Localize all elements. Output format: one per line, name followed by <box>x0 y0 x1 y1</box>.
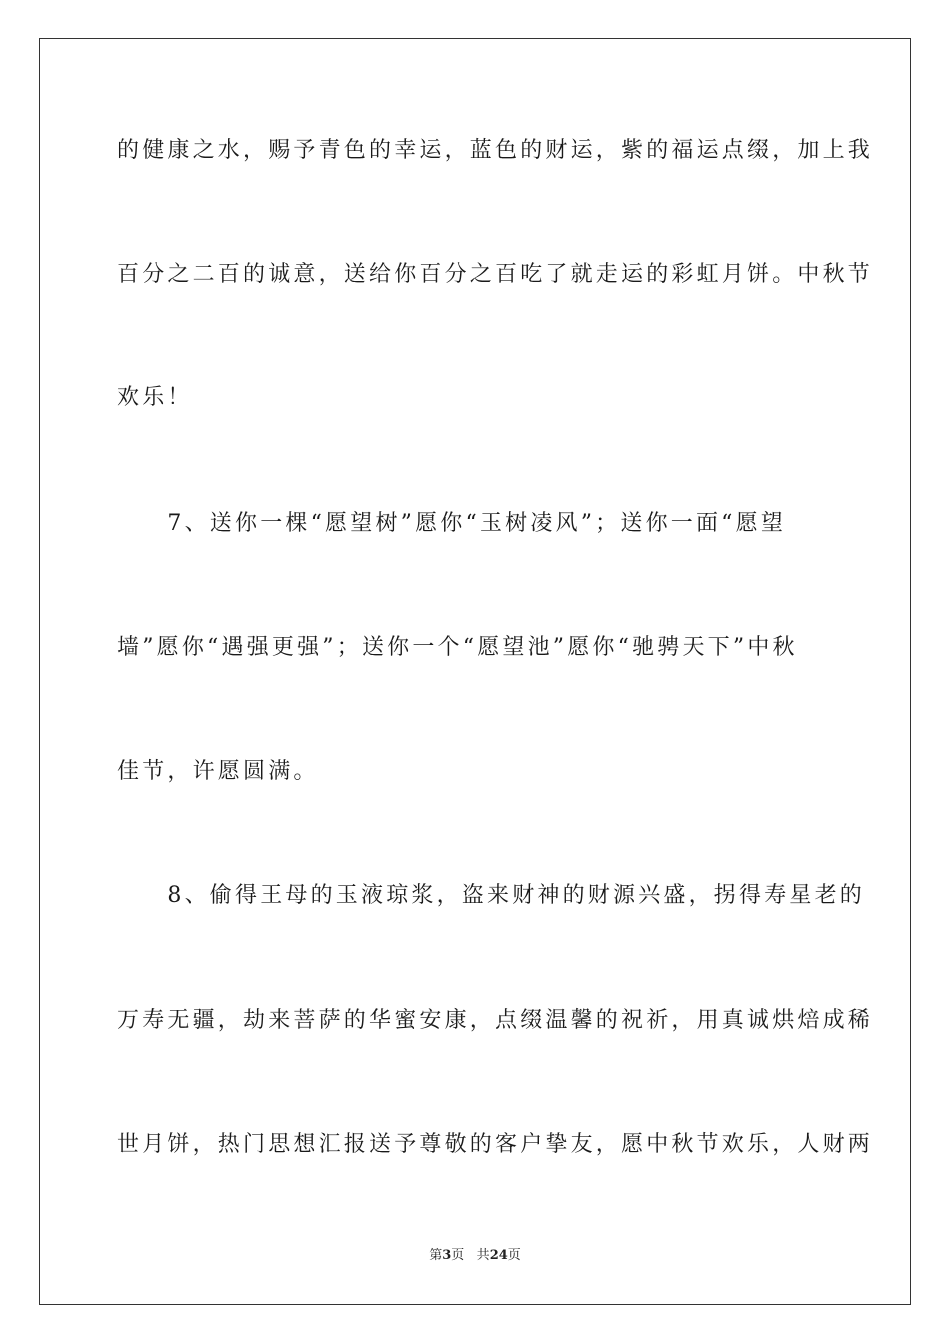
page-suffix: 页 <box>451 1248 465 1263</box>
page-footer <box>0 1247 950 1265</box>
text-line-1: 的健康之水，赐予青色的幸运，蓝色的财运，紫的福运点缀，加上我 <box>117 138 874 163</box>
text-line-4: 7、送你一棵“愿望树”愿你“玉树凌风”；送你一面“愿望 <box>117 511 787 536</box>
total-prefix: 共 <box>476 1248 490 1263</box>
text-line-7: 8、偷得王母的玉液琼浆，盗来财神的财源兴盛，拐得寿星老的 <box>117 883 865 908</box>
text-line-8: 万寿无疆，劫来菩萨的华蜜安康，点缀温馨的祝祈，用真诚烘焙成稀 <box>117 1008 874 1033</box>
text-line-9: 世月饼，热门思想汇报送予尊敬的客户挚友，愿中秋节欢乐，人财两 <box>117 1132 874 1157</box>
total-suffix: 页 <box>507 1248 521 1263</box>
current-page-number: 3 <box>442 1248 452 1263</box>
text-line-2: 百分之二百的诚意，送给你百分之百吃了就走运的彩虹月饼。中秋节 <box>117 262 874 287</box>
text-line-5: 墙”愿你“遇强更强”；送你一个“愿望池”愿你“驰骋天下”中秋 <box>117 635 798 660</box>
page-prefix: 第 <box>429 1248 443 1263</box>
total-pages-number: 24 <box>489 1248 508 1263</box>
text-line-3: 欢乐！ <box>117 385 193 410</box>
text-line-6: 佳节，许愿圆满。 <box>117 759 319 784</box>
page-border <box>39 38 911 1305</box>
